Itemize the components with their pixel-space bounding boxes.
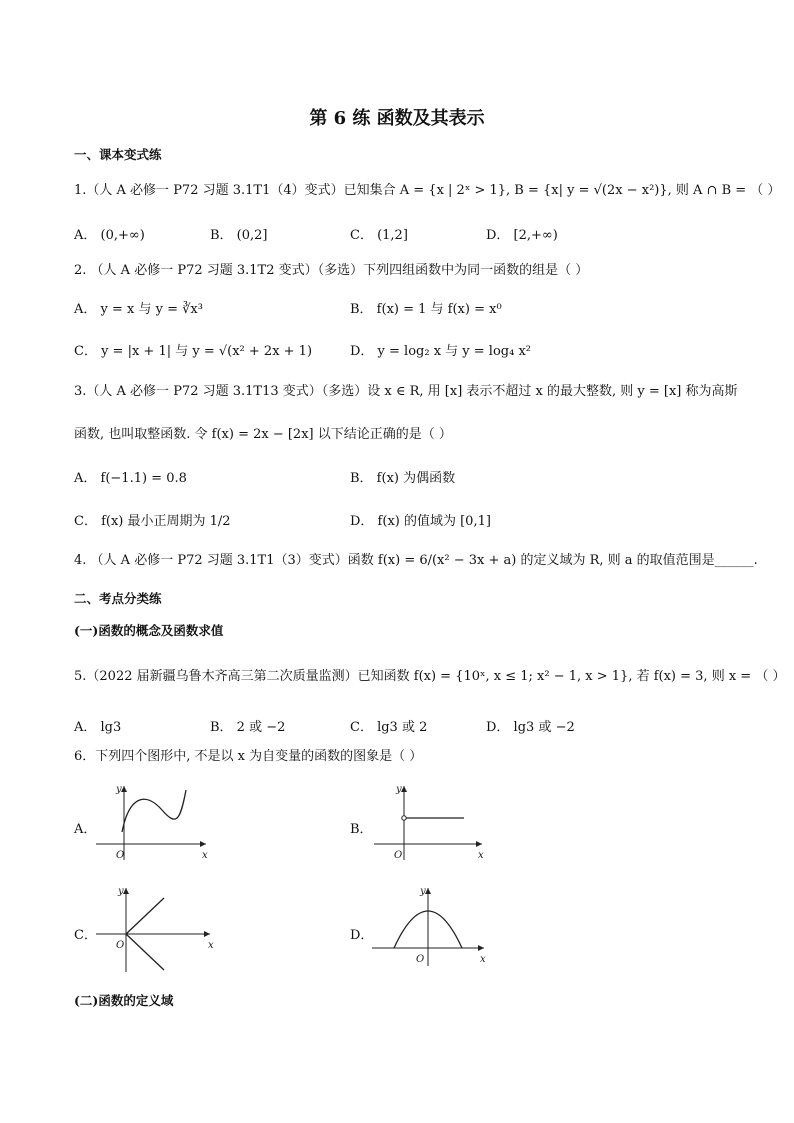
question-2-option-b: B． f(x) = 1 与 f(x) = x⁰ <box>350 302 502 317</box>
graph-c-upper-ray <box>126 898 164 934</box>
question-2-stem: 2. （人 A 必修一 P72 习题 3.1T2 变式）（多选）下列四组函数中为同一函数的组是（ ） <box>74 263 589 278</box>
graph-c <box>96 884 216 974</box>
subsection-heading-1: (一)函数的概念及函数求值 <box>74 623 224 638</box>
question-6-option-b: B． <box>350 822 373 837</box>
question-6-option-d: D． <box>350 928 374 943</box>
graph-d <box>372 884 492 968</box>
graph-a <box>96 782 216 862</box>
subsection-heading-2: (二)函数的定义域 <box>74 993 174 1008</box>
graph-c-y-label: y <box>118 886 124 897</box>
graph-b-x-label: x <box>478 850 484 861</box>
question-3-option-d: D． f(x) 的值域为 [0,1] <box>350 514 491 529</box>
question-3-option-c: C． f(x) 最小正周期为 1/2 <box>74 514 231 529</box>
question-1-option-b: B． (0,2] <box>210 228 268 243</box>
graph-a-origin-label: O <box>116 850 125 861</box>
question-3-stem-line-1: 3.（人 A 必修一 P72 习题 3.1T13 变式）（多选）设 x ∈ R, 用 [x] 表示不超过 x 的最大整数, 则 y = [x] 称为高斯 <box>74 384 738 399</box>
section-heading-2: 二、考点分类练 <box>74 591 162 606</box>
graph-c-x-label: x <box>208 940 214 951</box>
question-4-stem: 4. （人 A 必修一 P72 习题 3.1T1（3）变式）函数 f(x) = 6/(x² − 3x + a) 的定义域为 R, 则 a 的取值范围是______. <box>74 553 758 568</box>
question-6-option-a: A． <box>74 822 97 837</box>
graph-d-origin-label: O <box>416 954 425 965</box>
graph-d-x-label: x <box>480 954 486 965</box>
question-2-option-d: D． y = log₂ x 与 y = log₄ x² <box>350 344 531 359</box>
graph-b-open-point <box>402 816 406 820</box>
question-5-option-d: D． lg3 或 −2 <box>486 720 575 735</box>
question-1-option-a: A． (0,+∞) <box>74 228 145 243</box>
question-3-stem-line-2: 函数, 也叫取整函数. 令 f(x) = 2x − [2x] 以下结论正确的是（ ） <box>74 427 452 442</box>
graph-b-y-label: y <box>396 784 402 795</box>
question-2-option-a: A． y = x 与 y = ∛x³ <box>74 302 203 317</box>
graph-a-y-label: y <box>116 784 122 795</box>
question-5-option-c: C． lg3 或 2 <box>350 720 428 735</box>
question-1-option-c: C． (1,2] <box>350 228 408 243</box>
question-3-option-a: A． f(−1.1) = 0.8 <box>74 471 187 486</box>
question-5-stem: 5.（2022 届新疆乌鲁木齐高三第二次质量监测）已知函数 f(x) = {10ˣ, x ≤ 1; x² − 1, x > 1}, 若 f(x) = 3, 则 x = （ ） <box>74 669 786 684</box>
graph-c-lower-ray <box>126 934 164 970</box>
question-5-option-b: B． 2 或 −2 <box>210 720 286 735</box>
section-heading-1: 一、课本变式练 <box>74 147 162 162</box>
question-6-option-c: C． <box>74 928 97 943</box>
graph-b-origin-label: O <box>394 850 403 861</box>
question-2-option-c: C． y = |x + 1| 与 y = √(x² + 2x + 1) <box>74 344 313 359</box>
graph-a-x-label: x <box>202 850 208 861</box>
graph-a-curve <box>122 790 186 832</box>
question-1-stem: 1.（人 A 必修一 P72 习题 3.1T1（4）变式）已知集合 A = {x | 2ˣ > 1}, B = {x| y = √(2x − x²)}, 则 A ∩ B = （ ） <box>74 183 781 198</box>
graph-c-origin-label: O <box>116 940 125 951</box>
graph-b <box>374 782 494 862</box>
page-title: 第 6 练 函数及其表示 <box>309 108 485 129</box>
question-1-option-d: D． [2,+∞) <box>486 228 558 243</box>
question-3-option-b: B． f(x) 为偶函数 <box>350 471 456 486</box>
question-5-option-a: A． lg3 <box>74 720 122 735</box>
graph-d-y-label: y <box>420 886 426 897</box>
question-6-stem: 6．下列四个图形中, 不是以 x 为自变量的函数的图象是（ ） <box>74 749 423 764</box>
